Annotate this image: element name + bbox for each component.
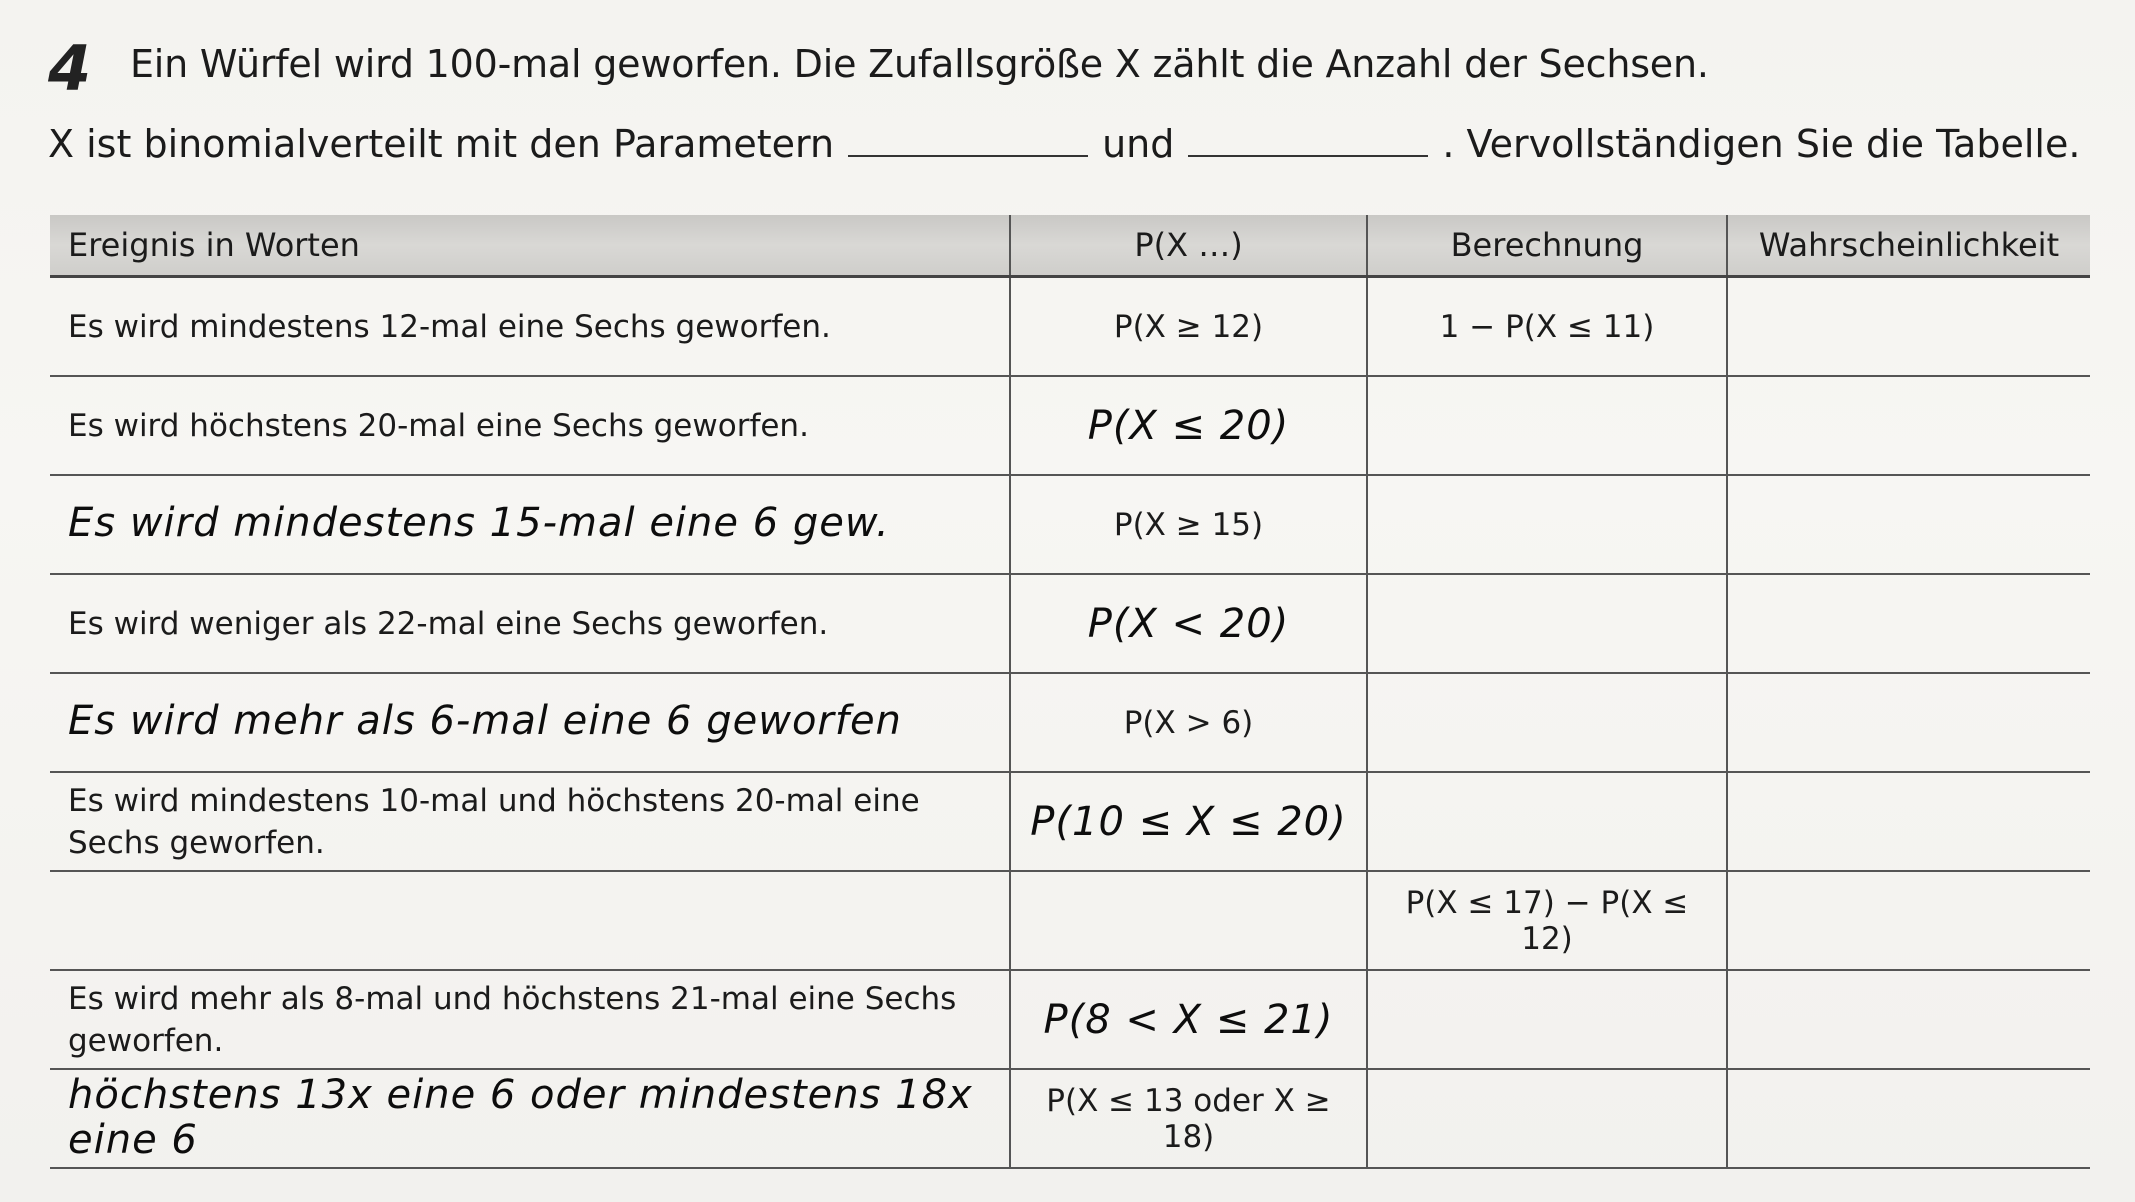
probability-notation-cell[interactable]	[1010, 970, 1367, 1069]
probability-notation-cell-text: P(X ≤ 13 oder X ≥ 18)	[1046, 1082, 1331, 1155]
event-cell[interactable]	[50, 772, 1010, 871]
probability-notation-cell[interactable]	[1010, 871, 1367, 970]
probability-notation-cell[interactable]	[1010, 475, 1367, 574]
event-cell-text: höchstens 13x eine 6 oder mindestens 18x eine 6	[68, 1071, 973, 1163]
event-cell[interactable]	[50, 1069, 1010, 1168]
calculation-cell[interactable]	[1367, 574, 1727, 673]
calculation-cell-text: 1 − P(X ≤ 11)	[1439, 308, 1655, 345]
probability-notation-cell[interactable]	[1010, 1069, 1367, 1168]
probability-notation-cell[interactable]	[1010, 772, 1367, 871]
table-row	[50, 376, 2090, 475]
event-cell[interactable]	[50, 277, 1010, 377]
table-header-row	[50, 215, 2090, 277]
table-body	[50, 277, 2090, 1169]
event-cell-text: Es wird höchstens 20-mal eine Sechs geworfen.	[68, 407, 809, 444]
event-cell-text: Es wird mindestens 15-mal eine 6 gew.	[68, 500, 890, 546]
event-cell[interactable]	[50, 673, 1010, 772]
event-cell[interactable]	[50, 475, 1010, 574]
instruction-text-2: und	[1102, 122, 1175, 166]
probability-notation-cell-text: P(X > 6)	[1123, 704, 1254, 741]
probability-cell[interactable]	[1727, 970, 2090, 1069]
probability-cell[interactable]	[1727, 871, 2090, 970]
table-row	[50, 475, 2090, 574]
task-statement: Ein Würfel wird 100-mal geworfen. Die Zufallsgröße X zählt die Anzahl der Sechsen.	[130, 42, 1709, 86]
table-row	[50, 970, 2090, 1069]
event-cell-text: Es wird mindestens 10-mal und höchstens 20-mal eine Sechs geworfen.	[68, 782, 920, 861]
probability-cell[interactable]	[1727, 772, 2090, 871]
calculation-cell[interactable]	[1367, 970, 1727, 1069]
event-cell[interactable]	[50, 376, 1010, 475]
event-cell[interactable]	[50, 574, 1010, 673]
calculation-cell[interactable]	[1367, 475, 1727, 574]
header-probability: Wahrscheinlichkeit	[1727, 215, 2090, 277]
table-row	[50, 1069, 2090, 1168]
task-number: 4	[48, 32, 92, 105]
event-cell[interactable]	[50, 871, 1010, 970]
probability-notation-cell-text: P(X ≥ 15)	[1113, 506, 1264, 543]
table-row	[50, 871, 2090, 970]
table	[50, 215, 2090, 1169]
table-row	[50, 277, 2090, 377]
event-cell-text: Es wird mindestens 12-mal eine Sechs geworfen.	[68, 308, 831, 345]
probability-notation-cell-text: P(8 < X ≤ 21)	[1043, 996, 1334, 1043]
probability-notation-cell[interactable]	[1010, 277, 1367, 377]
calculation-cell[interactable]	[1367, 277, 1727, 377]
probability-cell[interactable]	[1727, 1069, 2090, 1168]
probability-notation-cell-text: P(X < 20)	[1087, 600, 1290, 647]
probability-notation-cell-text: P(X ≤ 20)	[1087, 402, 1290, 449]
probability-cell[interactable]	[1727, 574, 2090, 673]
header-event: Ereignis in Worten	[50, 215, 1010, 277]
parameter-blank-2[interactable]	[1188, 127, 1428, 157]
event-cell-text: Es wird weniger als 22-mal eine Sechs geworfen.	[68, 605, 829, 642]
header-probability-notation: P(X …)	[1010, 215, 1367, 277]
table-row	[50, 673, 2090, 772]
calculation-cell[interactable]	[1367, 673, 1727, 772]
header-calculation: Berechnung	[1367, 215, 1727, 277]
probability-notation-cell-text: P(X ≥ 12)	[1113, 308, 1264, 345]
calculation-cell[interactable]	[1367, 772, 1727, 871]
probability-cell[interactable]	[1727, 376, 2090, 475]
probability-notation-cell[interactable]	[1010, 574, 1367, 673]
event-cell-text: Es wird mehr als 6-mal eine 6 geworfen	[68, 698, 902, 744]
calculation-cell[interactable]	[1367, 1069, 1727, 1168]
calculation-cell[interactable]	[1367, 376, 1727, 475]
parameter-blank-1[interactable]	[848, 127, 1088, 157]
task-instruction	[48, 122, 2080, 166]
event-cell-text: Es wird mehr als 8-mal und höchstens 21-mal eine Sechs geworfen.	[68, 980, 957, 1059]
table-row	[50, 772, 2090, 871]
probability-cell[interactable]	[1727, 277, 2090, 377]
instruction-text-3: . Vervollständigen Sie die Tabelle.	[1442, 122, 2081, 166]
probability-cell[interactable]	[1727, 673, 2090, 772]
calculation-cell[interactable]	[1367, 871, 1727, 970]
table-row	[50, 574, 2090, 673]
probability-notation-cell[interactable]	[1010, 376, 1367, 475]
event-cell[interactable]	[50, 970, 1010, 1069]
probability-notation-cell[interactable]	[1010, 673, 1367, 772]
calculation-cell-text: P(X ≤ 17) − P(X ≤ 12)	[1405, 884, 1689, 957]
probability-cell[interactable]	[1727, 475, 2090, 574]
probability-notation-cell-text: P(10 ≤ X ≤ 20)	[1030, 798, 1347, 845]
instruction-text-1: X ist binomialverteilt mit den Parametern	[48, 122, 835, 166]
probability-table	[50, 215, 2090, 1169]
